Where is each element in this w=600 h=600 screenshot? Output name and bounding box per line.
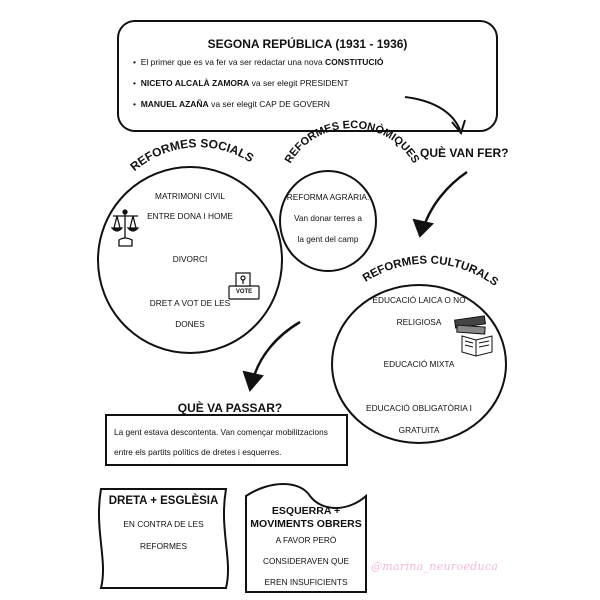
passar-text-line: La gent estava descontenta. Van començar mobilitzacions	[114, 427, 328, 437]
culturals-item: EDUCACIÓ LAICA O NO	[372, 295, 466, 305]
socials-item: DRET A VOT DE LES	[149, 298, 231, 308]
header-title: SEGONA REPÚBLICA (1931 - 1936)	[207, 37, 408, 51]
bullet-dot: •	[133, 57, 141, 67]
dreta-title: DRETA + ESGLÈSIA	[108, 495, 219, 507]
bullet-bold: NICETO ALCALÀ ZAMORA	[140, 78, 250, 88]
question-que-van-fer: QUÈ VAN FER?	[420, 146, 509, 160]
economiques-item: Van donar terres a	[293, 213, 363, 223]
socials-item: MATRIMONI CIVIL	[155, 191, 225, 201]
esquerra-item: EREN INSUFICIENTS	[264, 577, 348, 587]
economiques-item: REFORMA AGRÀRIA.	[286, 192, 370, 202]
arrow-head-2	[414, 220, 432, 236]
esquerra-item: A FAVOR PERÒ	[275, 535, 337, 545]
dreta-item: REFORMES	[139, 541, 188, 551]
culturals-title: REFORMES CULTURALS	[360, 254, 501, 289]
bullet-dot: •	[133, 78, 141, 88]
watermark: @marina_neuroeduca	[371, 560, 499, 573]
passar-text-line: entre els partits polítics de dretes i esquerres.	[114, 447, 282, 457]
bullet-text-post: va ser elegit CAP DE GOVERN	[208, 99, 330, 109]
culturals-item: EDUCACIÓ OBLIGATÒRIA I	[366, 403, 472, 413]
bullet-text-post: va ser elegit PRESIDENT	[249, 78, 349, 88]
culturals-item: EDUCACIÓ MIXTA	[383, 359, 455, 369]
socials-item: DIVORCI	[172, 254, 208, 264]
vote-label: VOTE	[235, 289, 253, 295]
arrow-head-3	[244, 372, 262, 390]
bullet-text: El primer que es va fer va ser redactar una nova	[140, 57, 325, 67]
header-bullet	[133, 98, 493, 110]
socials-item: ENTRE DONA I HOME	[147, 211, 233, 221]
header-bullet	[133, 56, 493, 68]
header-bullet	[133, 77, 493, 89]
esquerra-title-line: MOVIMENTS OBRERS	[250, 518, 362, 530]
esquerra-title-line: ESQUERRA +	[271, 505, 341, 517]
header-bullet-list	[133, 56, 493, 110]
economiques-title: REFORMES ECONÒMIQUES	[282, 119, 422, 166]
passar-box	[106, 415, 347, 465]
dreta-item: EN CONTRA DE LES	[123, 519, 204, 529]
bullet-bold: MANUEL AZAÑA	[140, 99, 209, 109]
economiques-item: la gent del camp	[297, 234, 359, 244]
esquerra-item: CONSIDERAVEN QUE	[262, 556, 350, 566]
esquerra-title	[246, 505, 366, 531]
culturals-item: GRATUITA	[398, 425, 440, 435]
socials-item: DONES	[175, 319, 205, 329]
question-que-va-passar: QUÈ VA PASSAR?	[177, 401, 283, 415]
bullet-dot: •	[133, 99, 141, 109]
socials-title: REFORMES SOCIALS	[127, 136, 257, 174]
culturals-item: RELIGIOSA	[396, 317, 442, 327]
bullet-bold: CONSTITUCIÓ	[324, 57, 384, 67]
